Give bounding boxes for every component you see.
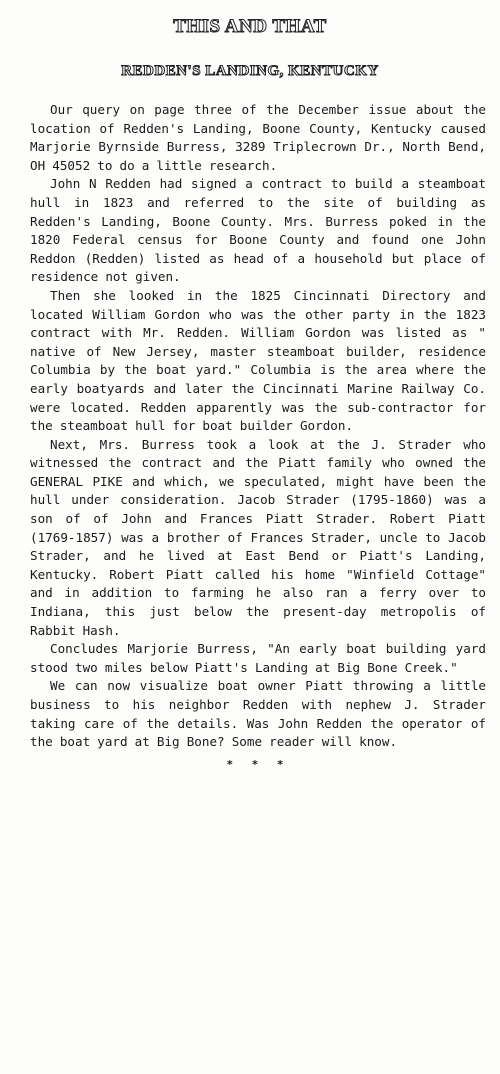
article-title: REDDEN'S LANDING, KENTUCKY — [121, 63, 379, 79]
article-paragraph-5: Concludes Marjorie Burress, "An early boat building yard stood two miles below Piatt's Landing at Big Bone Creek." — [30, 641, 486, 675]
end-mark: * * * — [226, 757, 290, 771]
article-paragraph-4: Next, Mrs. Burress took a look at the J. Strader who witnessed the contract and the Piatt family who owned the GENERAL PIKE and which, we speculated, might have been the hull under consideration. Jacob Strader (1795-1860) was a son of of John and Frances Piatt Strader. Robert Piatt (1769-1857) was a brother of Frances Strader, uncle to Jacob Strader, and he lived at East Bend or Piatt's Landing, Kentucky. Robert Piatt called his home "Winfield Cottage" and in addition to farming he also ran a ferry over to Indiana, this just below the present-day metropolis of Rabbit Hash. — [30, 436, 486, 638]
article-paragraph-3: Then she looked in the 1825 Cincinnati Directory and located William Gordon who was the other party in the 1823 contract with Mr. Redden. William Gordon was listed as " native of New Jersey, master steamboat builder, residence Columbia by the boat yard." Columbia is the area where the early boatyards and later the Cincinnati Marine Railway Co. were located. Redden apparently was the sub-contractor for the steamboat hull for boat builder Gordon. — [30, 287, 486, 434]
article-paragraph-6: We can now visualize boat owner Piatt throwing a little business to his neighbor Redden with nephew J. Strader taking care of the details. Was John Redden the operator of the boat yard at Big Bone? Some reader will know. — [30, 678, 486, 750]
page-title: THIS AND THAT — [173, 16, 327, 37]
article-paragraph-2: John N Redden had signed a contract to build a steamboat hull in 1823 and referred to the site of building as Redden's Landing, Boone County. Mrs. Burress poked in the 1820 Federal census for Boone County and found one John Reddon (Redden) listed as head of a household but place of residence not given. — [30, 176, 486, 285]
article-body — [30, 101, 486, 752]
article-paragraph-1: Our query on page three of the December issue about the location of Redden's Landing, Boone County, Kentucky caused Marjorie Byrnside Burress, 3289 Triplecrown Dr., North Bend, OH 45052 to do a little research. — [30, 102, 486, 173]
